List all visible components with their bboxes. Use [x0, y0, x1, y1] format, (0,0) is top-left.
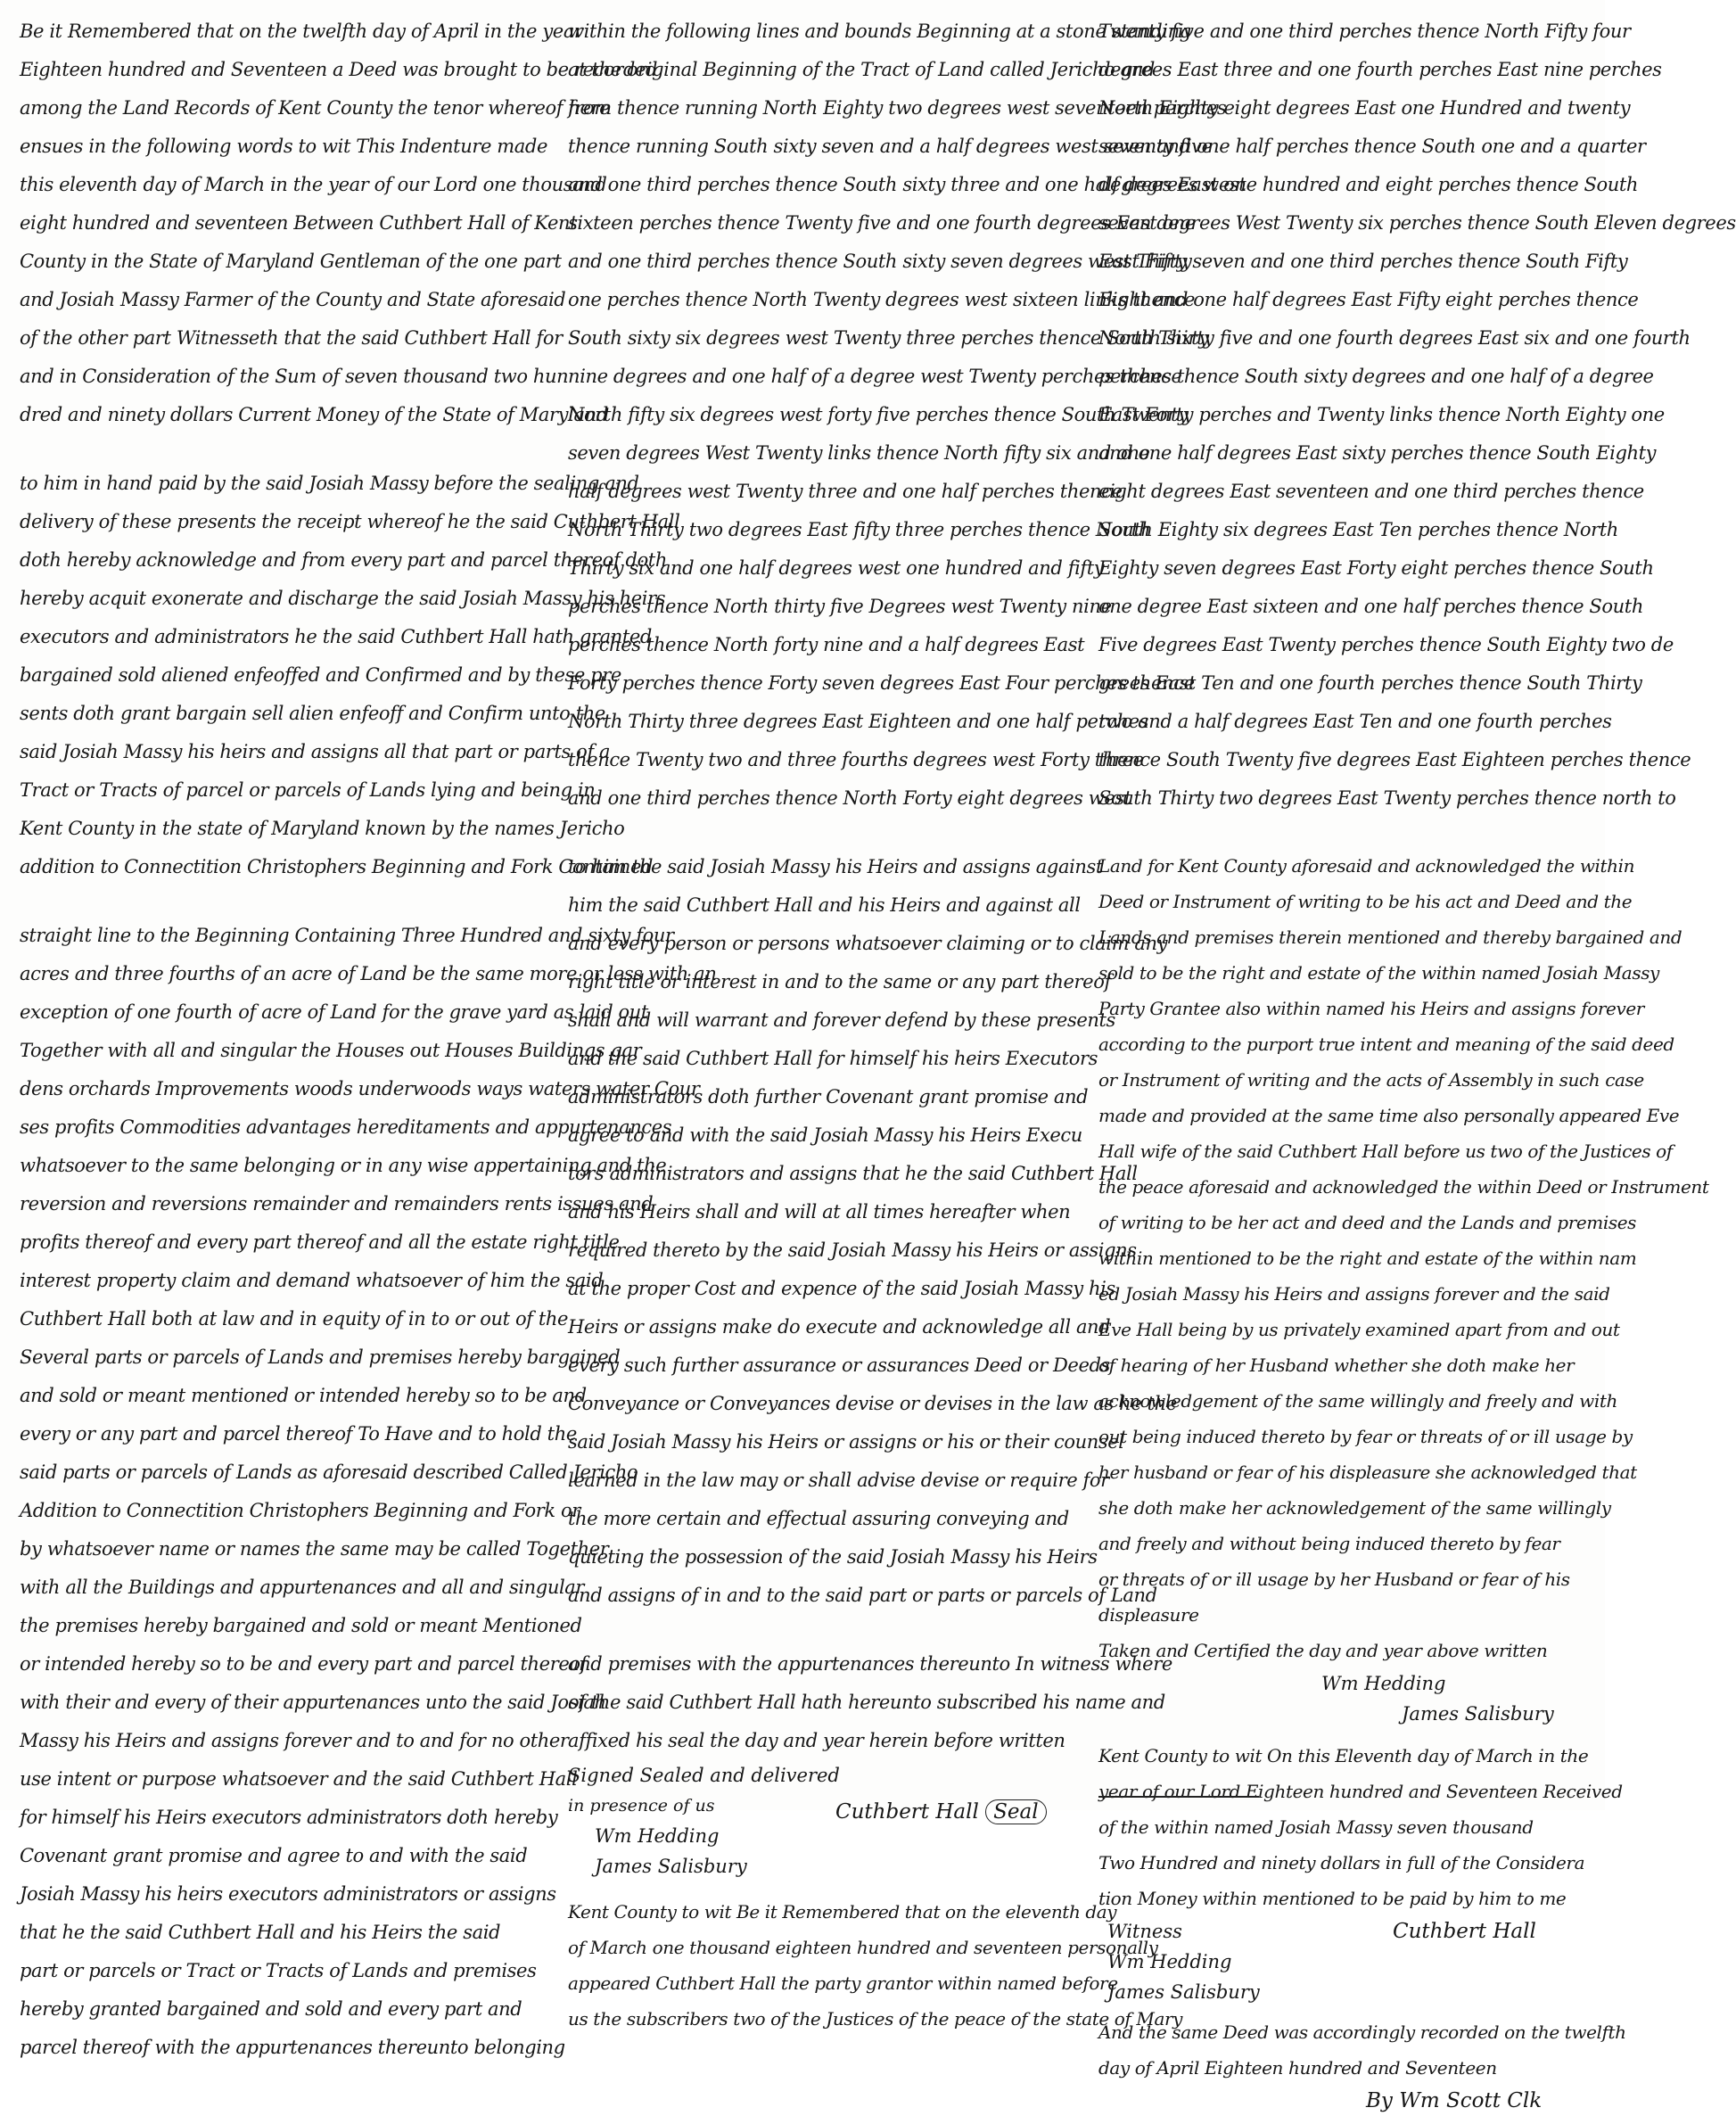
text-line: and one half degrees East sixty perches thence South Eighty	[1098, 442, 1657, 464]
text-line: use intent or purpose whatsoever and the said Cuthbert Hall	[20, 1768, 578, 1790]
text-line: perches thence North thirty five Degrees west Twenty nine	[568, 596, 1112, 617]
text-line: required thereto by the said Josiah Massy his Heirs or assigns	[568, 1239, 1137, 1261]
text-line: Eighty seven degrees East Forty eight perches thence South	[1098, 557, 1654, 579]
text-line: exception of one fourth of acre of Land for the grave yard as laid out	[20, 1001, 648, 1023]
text-line: of the within named Josiah Massy seven thousand	[1098, 1816, 1534, 1838]
text-line: North Thirty three degrees East Eighteen and one half perches	[568, 711, 1149, 732]
text-line: Heirs or assigns make do execute and acknowledge all and	[568, 1316, 1111, 1338]
text-line: day of April Eighteen hundred and Seventeen	[1098, 2057, 1497, 2079]
text-line: Kent County to wit On this Eleventh day of March in the	[1098, 1745, 1589, 1766]
text-line: interest property claim and demand whatsoever of him the said	[20, 1270, 604, 1291]
text-line: to him the said Josiah Massy his Heirs and assigns against	[568, 856, 1103, 877]
text-line: made and provided at the same time also personally appeared Eve	[1098, 1105, 1680, 1126]
text-line: from thence running North Eighty two degrees west seventeen perches	[568, 97, 1227, 119]
text-line: the more certain and effectual assuring conveying and	[568, 1508, 1069, 1529]
closing-rule	[1098, 1796, 1259, 1798]
text-line: Deed or Instrument of writing to be his act and Deed and the	[1098, 891, 1633, 912]
witness-name: James Salisbury	[1107, 1981, 1260, 2003]
text-line: North fifty six degrees west forty five perches thence South Twenty	[568, 404, 1189, 425]
text-line: learned in the law may or shall advise devise or require for	[568, 1470, 1109, 1491]
text-line: and freely and without being induced thereto by fear	[1098, 1533, 1560, 1554]
text-line: or intended hereby so to be and every part and parcel thereof	[20, 1653, 587, 1675]
text-line: Hall wife of the said Cuthbert Hall before us two of the Justices of	[1098, 1140, 1673, 1162]
text-line: sixteen perches thence Twenty five and one fourth degrees East one	[568, 212, 1196, 234]
text-line: and every person or persons whatsoever claiming or to claim any	[568, 933, 1168, 954]
text-line: administrators doth further Covenant grant promise and	[568, 1086, 1089, 1107]
boundary-continuation-paragraph	[1098, 12, 1736, 818]
text-line: every or any part and parcel thereof To Have and to hold the	[20, 1423, 577, 1445]
text-line: Conveyance or Conveyances devise or devises in the law as he the	[568, 1393, 1177, 1414]
text-line: for himself his Heirs executors administrators doth hereby	[20, 1807, 558, 1828]
text-line: this eleventh day of March in the year of our Lord one thousand	[20, 174, 607, 195]
text-line: said parts or parcels of Lands as aforesaid described Called Jericho	[20, 1461, 638, 1483]
text-line: by whatsoever name or names the same may be called Together	[20, 1538, 609, 1560]
text-line: thence Twenty two and three fourths degrees west Forty three	[568, 749, 1144, 770]
text-line: or Instrument of writing and the acts of Assembly in such case	[1098, 1069, 1644, 1091]
text-line: and assigns of in and to the said part or parts or parcels of Land	[568, 1585, 1157, 1606]
warranty-paragraph	[568, 848, 1177, 1615]
text-line: East Forty perches and Twenty links thence North Eighty one	[1098, 404, 1665, 425]
text-line: South Eighty six degrees East Ten perches thence North	[1098, 519, 1618, 540]
witness-name: Wm Hedding	[595, 1825, 720, 1847]
text-line: straight line to the Beginning Containing Three Hundred and sixty four	[20, 925, 674, 946]
deed-opening-paragraph	[20, 12, 658, 434]
text-line: dens orchards Improvements woods underwoods ways waters water Cour	[20, 1078, 700, 1099]
text-line: to him in hand paid by the said Josiah Massy before the sealing and	[20, 473, 639, 494]
text-line: Josiah Massy his heirs executors administrators or assigns	[20, 1883, 556, 1905]
text-line: and one third perches thence South sixty seven degrees west Thirty	[568, 251, 1192, 272]
text-line: Kent County in the state of Maryland known by the names Jericho	[20, 818, 625, 839]
text-line: sents doth grant bargain sell alien enfeoff and Confirm unto the	[20, 703, 605, 724]
text-line: Addition to Connectition Christophers Beginning and Fork or	[20, 1500, 580, 1521]
text-line: among the Land Records of Kent County the tenor whereof here	[20, 97, 611, 119]
text-line: Covenant grant promise and agree to and with the said	[20, 1845, 528, 1866]
text-line: South Thirty two degrees East Twenty perches thence north to	[1098, 787, 1676, 809]
text-line: and the said Cuthbert Hall for himself his heirs Executors	[568, 1048, 1098, 1069]
text-line: or threats of or ill usage by her Husband or fear of his	[1098, 1568, 1570, 1590]
text-line: acres and three fourths of an acre of Land be the same more or less with an	[20, 963, 717, 984]
text-line: perches thence South sixty degrees and one half of a degree	[1098, 366, 1654, 387]
column-right	[1098, 12, 1736, 2116]
text-line: degrees East three and one fourth perches East nine perches	[1098, 59, 1662, 80]
text-line: quieting the possession of the said Josiah Massy his Heirs	[568, 1546, 1098, 1568]
text-line: Forty perches thence Forty seven degrees East Four perches thence	[568, 672, 1195, 694]
text-line: and one third perches thence North Forty eight degrees west	[568, 787, 1131, 809]
text-line: eight degrees East seventeen and one third perches thence	[1098, 481, 1644, 502]
text-line: addition to Connectition Christophers Beginning and Fork Contained	[20, 856, 654, 877]
text-line: of hearing of her Husband whether she doth make her	[1098, 1354, 1575, 1376]
text-line: said Josiah Massy his heirs and assigns all that part or parts of a	[20, 741, 611, 762]
text-line: him the said Cuthbert Hall and his Heirs and against all	[568, 894, 1081, 916]
text-line: part or parcels or Tract or Tracts of Lands and premises	[20, 1960, 537, 1981]
seal-mark: Seal	[985, 1799, 1046, 1824]
text-line: North Eighty eight degrees East one Hundred and twenty	[1098, 97, 1631, 119]
text-line: displeasure	[1098, 1604, 1199, 1626]
witness-name: Wm Hedding	[1107, 1951, 1232, 1972]
clerk-signature: By Wm Scott Clk	[1366, 2089, 1543, 2112]
text-line: affixed his seal the day and year herein before written	[568, 1730, 1065, 1751]
text-line: year of our Lord Eighteen hundred and Seventeen Received	[1098, 1781, 1623, 1802]
text-line: dred and ninety dollars Current Money of the State of Maryland	[20, 404, 608, 425]
text-line: and premises with the appurtenances thereunto In witness where	[568, 1653, 1172, 1675]
text-line: whatsoever to the same belonging or in any wise appertaining and the	[20, 1155, 667, 1176]
grantor-signature	[835, 1799, 1047, 1824]
grantor-name: Cuthbert Hall	[835, 1800, 979, 1824]
text-line: Eve Hall being by us privately examined apart from and out	[1098, 1319, 1620, 1340]
text-line: thence running South sixty seven and a half degrees west seventy five	[568, 136, 1213, 157]
text-line: grees East Ten and one fourth perches thence South Thirty	[1098, 672, 1642, 694]
text-line: the premises hereby bargained and sold or meant Mentioned	[20, 1615, 582, 1636]
text-line: parcel thereof with the appurtenances thereunto belonging	[20, 2037, 565, 2058]
text-line: two and a half degrees East Ten and one fourth perches	[1098, 711, 1612, 732]
testimonium-paragraph	[568, 1645, 1172, 1760]
text-line: with all the Buildings and appurtenances and all and singular	[20, 1577, 585, 1598]
justice-signature: James Salisbury	[1402, 1703, 1554, 1725]
text-line: delivery of these presents the receipt whereof he the said Cuthbert Hall	[20, 511, 680, 532]
text-line: acknowledgement of the same willingly and freely and with	[1098, 1390, 1617, 1412]
text-line: seven and one half perches thence South one and a quarter	[1098, 136, 1646, 157]
text-line: Twenty five and one third perches thence North Fifty four	[1098, 21, 1631, 42]
receipt-signatures	[1098, 1916, 1598, 2014]
text-line: half degrees west Twenty three and one half perches thence	[568, 481, 1123, 502]
text-line: nine degrees and one half of a degree west Twenty perches thence	[568, 366, 1182, 387]
text-line: of writing to be her act and deed and the Lands and premises	[1098, 1212, 1637, 1233]
metes-and-bounds-paragraph	[568, 12, 1246, 818]
text-line: eight hundred and seventeen Between Cuthbert Hall of Kent	[20, 212, 578, 234]
deed-grant-paragraph	[20, 465, 680, 886]
text-line: profits thereof and every part thereof and all the estate right title	[20, 1231, 620, 1253]
text-line: and his Heirs shall and will at all times hereafter when	[568, 1201, 1071, 1223]
text-line: executors and administrators he the said Cuthbert Hall hath granted	[20, 626, 652, 647]
signed-sealed-line: Signed Sealed and delivered	[568, 1765, 840, 1786]
text-line: hereby granted bargained and sold and every part and	[20, 1998, 522, 2020]
text-line: South sixty six degrees west Twenty three perches thence South sixty	[568, 327, 1209, 349]
text-line: Cuthbert Hall both at law and in equity of in to or out of the	[20, 1308, 569, 1330]
text-line: seven degrees West Twenty six perches thence South Eleven degrees	[1098, 212, 1736, 234]
text-line: and sold or meant mentioned or intended hereby so to be and	[20, 1385, 587, 1406]
text-line: shall and will warrant and forever defend by these presents	[568, 1009, 1115, 1031]
text-line: according to the purport true intent and meaning of the said deed	[1098, 1033, 1674, 1055]
text-line: that he the said Cuthbert Hall and his Heirs the said	[20, 1922, 501, 1943]
witness-label: Witness	[1107, 1921, 1182, 1942]
text-line: County in the State of Maryland Gentleman of the one part	[20, 251, 562, 272]
text-line: And the same Deed was accordingly recorded on the twelfth	[1098, 2021, 1626, 2043]
text-line: doth hereby acknowledge and from every part and parcel thereof doth	[20, 549, 667, 571]
text-line: and Josiah Massy Farmer of the County and State aforesaid	[20, 289, 566, 310]
text-line: tion Money within mentioned to be paid by him to me	[1098, 1888, 1567, 1909]
text-line: North Thirty five and one fourth degrees East six and one fourth	[1098, 327, 1691, 349]
text-line: perches thence North forty nine and a half degrees East	[568, 634, 1085, 655]
text-line: East Fifty seven and one third perches thence South Fifty	[1098, 251, 1628, 272]
text-line: degrees East one hundred and eight perches thence South	[1098, 174, 1639, 195]
text-line: tors administrators and assigns that he the said Cuthbert Hall	[568, 1163, 1138, 1184]
text-line: out being induced thereto by fear or threats of or ill usage by	[1098, 1426, 1633, 1447]
text-line: Kent County to wit Be it Remembered that on the eleventh day	[568, 1901, 1117, 1923]
text-line: Lands and premises therein mentioned and thereby bargained and	[1098, 926, 1683, 948]
grantor-signature: Cuthbert Hall	[1393, 1920, 1536, 1943]
text-line: Taken and Certified the day and year above written	[1098, 1640, 1548, 1661]
text-line: Two Hundred and ninety dollars in full of the Considera	[1098, 1852, 1585, 1873]
text-line: appeared Cuthbert Hall the party grantor within named before	[568, 1972, 1118, 1994]
text-line: Party Grantee also within named his Heirs and assigns forever	[1098, 998, 1644, 1019]
text-line: right title or interest in and to the same or any part thereof	[568, 971, 1111, 992]
text-line: of the said Cuthbert Hall hath hereunto subscribed his name and	[568, 1692, 1165, 1713]
text-line: within mentioned to be the right and estate of the within nam	[1098, 1247, 1637, 1269]
text-line: the peace aforesaid and acknowledged the within Deed or Instrument	[1098, 1176, 1709, 1198]
witness-name: James Salisbury	[595, 1856, 747, 1877]
text-line: and in Consideration of the Sum of seven thousand two hun	[20, 366, 569, 387]
text-line: hereby acquit exonerate and discharge the said Josiah Massy his heirs	[20, 588, 666, 609]
receipt-paragraph	[1098, 1738, 1623, 1916]
text-line: Massy his Heirs and assigns forever and to and for no other	[20, 1730, 569, 1751]
text-line: sold to be the right and estate of the within named Josiah Massy	[1098, 962, 1659, 984]
text-line: ed Josiah Massy his Heirs and assigns forever and the said	[1098, 1283, 1610, 1305]
recording-note-paragraph	[1098, 2014, 1626, 2086]
text-line: agree to and with the said Josiah Massy his Heirs Execu	[568, 1124, 1082, 1146]
justice-signature: Wm Hedding	[1321, 1673, 1446, 1694]
text-line: Five degrees East Twenty perches thence South Eighty two de	[1098, 634, 1674, 655]
text-line: of the other part Witnesseth that the said Cuthbert Hall for	[20, 327, 563, 349]
text-line: reversion and reversions remainder and remainders rents issues and	[20, 1193, 654, 1214]
certificate-paragraph	[1098, 848, 1709, 1668]
text-line: Together with all and singular the Houses out Houses Buildings gar	[20, 1040, 642, 1061]
text-line: Thirty six and one half degrees west one hundred and fifty	[568, 557, 1105, 579]
text-line: seven degrees West Twenty links thence North fifty six and one	[568, 442, 1150, 464]
text-line: Land for Kent County aforesaid and acknowledged the within	[1098, 855, 1635, 877]
text-line: and one third perches thence South sixty three and one half degrees west	[568, 174, 1246, 195]
attestation-block	[568, 1760, 1085, 1894]
text-line: one perches thence North Twenty degrees west sixteen links thence	[568, 289, 1196, 310]
text-line: of March one thousand eighteen hundred and seventeen personally	[568, 1937, 1158, 1958]
text-line: bargained sold aliened enfeoffed and Confirmed and by these pre	[20, 664, 621, 686]
presence-line: in presence of us	[568, 1796, 715, 1815]
text-line: thence South Twenty five degrees East Eighteen perches thence	[1098, 749, 1691, 770]
text-line: at the original Beginning of the Tract of Land called Jericho and	[568, 59, 1155, 80]
text-line: her husband or fear of his displeasure she acknowledged that	[1098, 1461, 1637, 1483]
text-line: at the proper Cost and expence of the said Josiah Massy his	[568, 1278, 1115, 1299]
text-line: ensues in the following words to wit This Indenture made	[20, 136, 547, 157]
text-line: Several parts or parcels of Lands and premises hereby bargained	[20, 1346, 621, 1368]
text-line: us the subscribers two of the Justices of the peace of the state of Mary	[568, 2008, 1183, 2030]
text-line: Eighteen hundred and Seventeen a Deed was brought to be recorded	[20, 59, 658, 80]
text-line: Tract or Tracts of parcel or parcels of Lands lying and being in	[20, 779, 596, 801]
text-line: Be it Remembered that on the twelfth day of April in the year	[20, 21, 583, 42]
text-line: said Josiah Massy his Heirs or assigns or his or their counsel	[568, 1431, 1124, 1453]
text-line: every such further assurance or assurances Deed or Deeds	[568, 1354, 1110, 1376]
text-line: Eight and one half degrees East Fifty eight perches thence	[1098, 289, 1639, 310]
text-line: ses profits Commodities advantages hereditaments and appurtenances	[20, 1116, 672, 1138]
text-line: one degree East sixteen and one half perches thence South	[1098, 596, 1643, 617]
text-line: with their and every of their appurtenances unto the said Josiah	[20, 1692, 606, 1713]
text-line: she doth make her acknowledgement of the same willingly	[1098, 1497, 1611, 1519]
text-line: within the following lines and bounds Beginning at a stone standing	[568, 21, 1191, 42]
text-line: North Thirty two degrees East fifty three perches thence North	[568, 519, 1150, 540]
